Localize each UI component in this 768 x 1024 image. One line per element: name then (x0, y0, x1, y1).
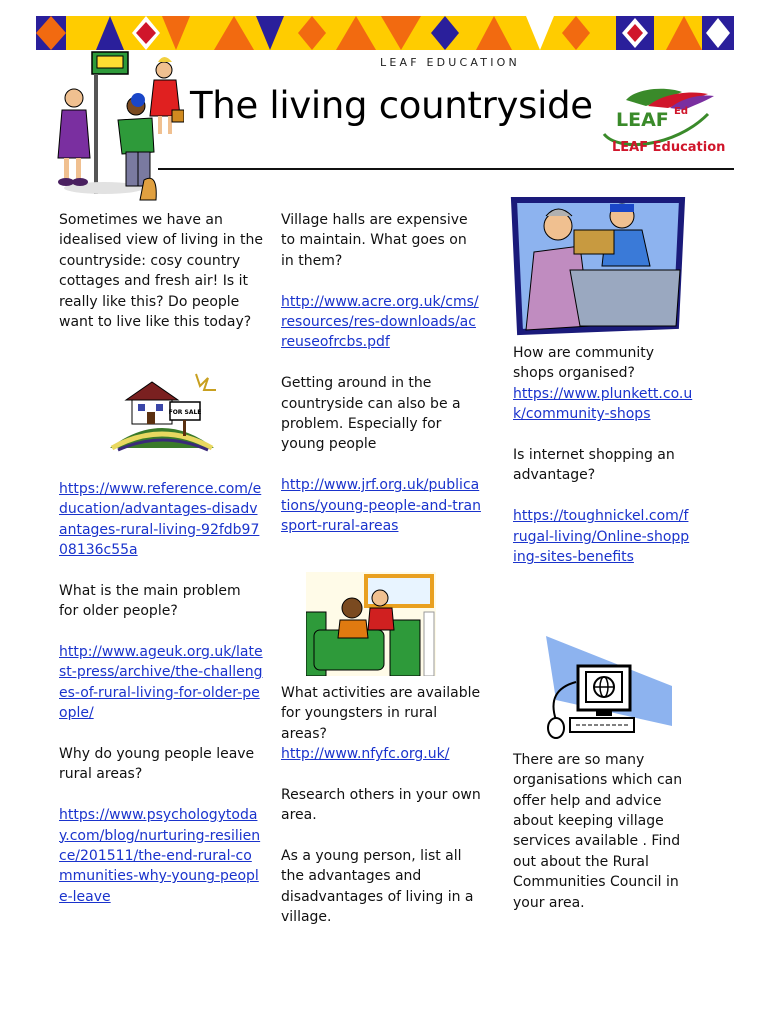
research-text: Research others in your own area. (281, 786, 481, 824)
house-for-sale-icon (104, 368, 220, 456)
activities-question: What activities are available for youngsters in rural areas? (281, 684, 481, 742)
village-halls-text: Village halls are expensive to maintain. What goes on in them? (281, 212, 468, 269)
logo-superscript: Ed (674, 106, 688, 117)
advantages-list-text: As a young person, list all the advantages and disadvantages of living in a village. (281, 848, 474, 926)
organisations-text: There are so many organisations which can offer help and advice about keeping village services available . Find out about the Rural Communities Council in your area. (513, 751, 683, 911)
plunkett-link[interactable]: https://www.plunkett.co.uk/community-shops (513, 385, 693, 423)
logo-text: LEAF (616, 109, 669, 131)
transport-text: Getting around in the countryside can also be a problem. Especially for young people (281, 375, 461, 453)
internet-shopping-question: Is internet shopping an advantage? (513, 447, 675, 484)
page-title: The living countryside (190, 84, 593, 127)
intro-text: Sometimes we have an idealised view of living in the countryside: cosy country cottages and fresh air! Is it really like this? Do people want to live like this today? (59, 212, 263, 331)
psychologytoday-link[interactable]: https://www.psychologytoday.com/blog/nurturing-resilience/201511/the-end-rural-communities-why-young-people-leave (59, 807, 261, 905)
shopkeeper-with-customer-icon (510, 194, 686, 338)
for-sale-sign-text: FOR SALE (168, 409, 202, 416)
column-1 (59, 210, 264, 928)
computer-globe-icon (516, 630, 672, 742)
reference-link[interactable]: https://www.reference.com/education/advantages-disadvantages-rural-living-92fdb9708136c55a (59, 480, 262, 559)
header-rule (158, 168, 734, 170)
acre-link[interactable]: http://www.acre.org.uk/cms/resources/res-downloads/acreuseofrcbs.pdf (281, 293, 479, 351)
nfyfc-link[interactable]: http://www.nfyfc.org.uk/ (281, 746, 450, 763)
community-shops-question: How are community shops organised? (513, 345, 655, 382)
young-people-question: Why do young people leave rural areas? (59, 746, 255, 783)
older-people-question: What is the main problem for older people? (59, 582, 241, 620)
logo-caption: LEAF Education (612, 140, 726, 155)
toughnickel-link[interactable]: https://toughnickel.com/frugal-living/Online-shopping-sites-benefits (513, 508, 690, 566)
people-at-bus-stop-icon (34, 40, 184, 208)
children-on-bus-icon (306, 572, 436, 676)
jrf-link[interactable]: http://www.jrf.org.uk/publications/young-people-and-transport-rural-areas (281, 477, 481, 535)
ageuk-link[interactable]: http://www.ageuk.org.uk/latest-press/archive/the-challenges-of-rural-living-for-older-people/ (59, 644, 263, 722)
organisation-label: LEAF EDUCATION (380, 56, 520, 69)
